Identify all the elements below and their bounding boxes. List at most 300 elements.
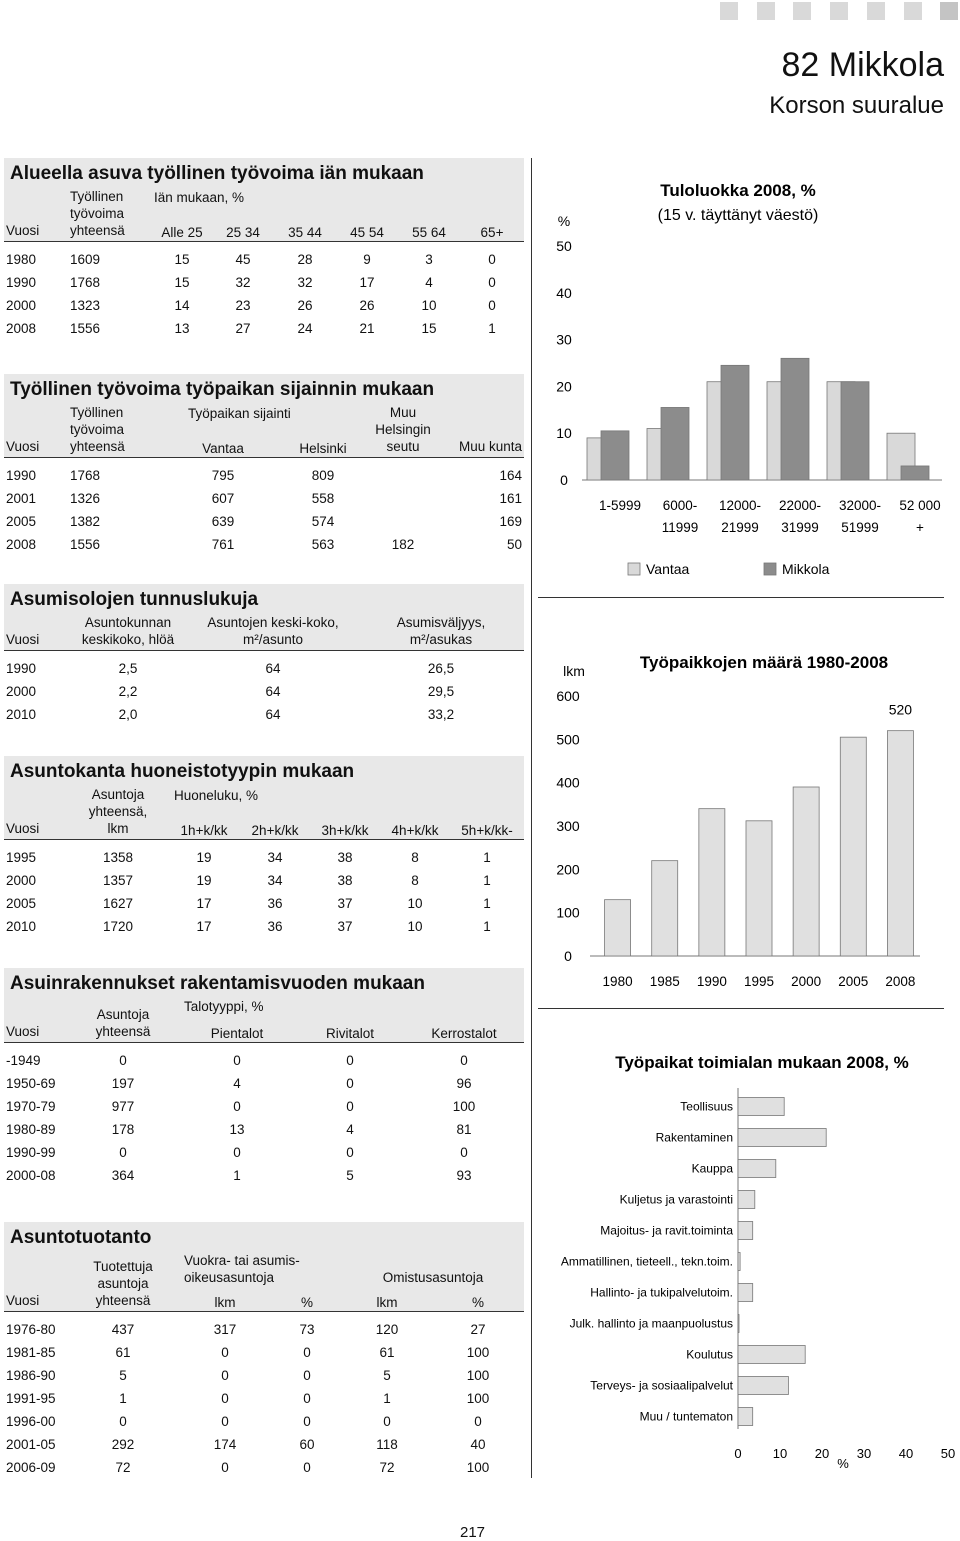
header-rent: Vuokra- tai asumis- oikeusasuntoja lkm % xyxy=(178,1252,342,1312)
table-cell: 120 xyxy=(375,1322,399,1337)
table-cell: 1981-85 xyxy=(6,1345,56,1360)
header-total: Tuotettuja asuntoja yhteensä xyxy=(68,1252,178,1312)
table-cell: 1980 xyxy=(6,252,37,267)
bar xyxy=(738,1129,826,1147)
table-cell: 178 xyxy=(111,1122,135,1137)
table-cell: 15 xyxy=(174,275,190,290)
bar xyxy=(738,1222,753,1240)
table-cell: 364 xyxy=(111,1168,135,1183)
category-label: Rakentaminen xyxy=(655,1130,733,1145)
table-cell: 34 xyxy=(267,850,283,865)
table-row xyxy=(4,1387,524,1410)
table-cell: 13 xyxy=(174,321,190,336)
x-tick-label: 32000- xyxy=(838,498,882,513)
production-table-panel xyxy=(4,1222,524,1479)
table-row xyxy=(4,487,524,510)
x-tick-label: 1985 xyxy=(649,974,680,989)
table-cell: 2,5 xyxy=(118,661,138,676)
table-cell: 1326 xyxy=(70,491,101,506)
table-cell: 182 xyxy=(391,537,415,552)
header-group: Huoneluku, % 1h+k/kk 2h+k/kk 3h+k/kk 4h+k/kk 5h+k/kk- xyxy=(168,786,524,840)
table-cell: 1970-79 xyxy=(6,1099,56,1114)
table-cell: 5 xyxy=(119,1368,127,1383)
x-tick-label: 12000- xyxy=(718,498,762,513)
table-cell: 100 xyxy=(452,1099,476,1114)
table-cell: 2,2 xyxy=(118,684,138,699)
legend-label: Vantaa xyxy=(646,561,690,577)
table-cell: 0 xyxy=(488,298,496,313)
table-cell: 1986-90 xyxy=(6,1368,56,1383)
table-cell: 1627 xyxy=(102,896,134,911)
table-cell: 1609 xyxy=(70,252,101,267)
category-label: Kauppa xyxy=(691,1161,733,1176)
table-cell: 977 xyxy=(111,1099,135,1114)
table-cell: 809 xyxy=(311,468,335,483)
table-row xyxy=(4,458,524,488)
y-tick-label: 20 xyxy=(556,378,572,395)
category-label: Teollisuus xyxy=(680,1099,733,1114)
table-cell: 29,5 xyxy=(427,684,455,699)
x-tick-label: 30 xyxy=(856,1446,872,1461)
bar xyxy=(793,787,819,956)
table-cell: 36 xyxy=(267,896,283,911)
table-cell: 0 xyxy=(488,252,496,267)
table-cell: 0 xyxy=(119,1145,127,1160)
y-axis-label: lkm xyxy=(563,663,585,679)
bar xyxy=(738,1191,755,1209)
table-cell: 37 xyxy=(337,919,353,934)
category-label: Ammatillinen, tieteell., tekn.toim. xyxy=(560,1254,733,1269)
table-cell: 4 xyxy=(233,1076,241,1091)
y-tick-label: 200 xyxy=(556,861,580,878)
table-cell: 1382 xyxy=(70,514,101,529)
table-cell: 27 xyxy=(470,1322,486,1337)
x-tick-label: 22000- xyxy=(778,498,822,513)
table-cell: 2000 xyxy=(6,684,37,699)
x-tick-label: 31999 xyxy=(781,520,819,535)
table-cell: 14 xyxy=(174,298,190,313)
bar xyxy=(840,737,866,956)
table-row xyxy=(4,892,524,915)
buildings-table-panel xyxy=(4,968,524,1187)
x-tick-label: 1990 xyxy=(696,974,727,989)
y-axis-label: % xyxy=(557,213,571,229)
buildings-table xyxy=(4,998,524,1187)
table-row xyxy=(4,703,524,726)
table-cell: 10 xyxy=(407,919,423,934)
table-cell: 37 xyxy=(337,896,353,911)
table-cell: 0 xyxy=(221,1414,229,1429)
table-cell: 10 xyxy=(421,298,437,313)
table-cell: 0 xyxy=(303,1391,311,1406)
table-cell: 73 xyxy=(299,1322,315,1337)
table-cell: 2001-05 xyxy=(6,1437,56,1452)
table-cell: 1 xyxy=(483,850,491,865)
x-tick-label: 20 xyxy=(814,1446,830,1461)
table-cell: 639 xyxy=(211,514,235,529)
chart-subtitle: (15 v. täyttänyt väestö) xyxy=(657,207,819,224)
table-cell: 1950-69 xyxy=(6,1076,56,1091)
header-vuosi: Vuosi xyxy=(4,188,68,242)
table-cell: 93 xyxy=(456,1168,472,1183)
table-cell: 292 xyxy=(111,1437,135,1452)
x-tick-label: 1-5999 xyxy=(598,498,642,513)
table-row xyxy=(4,1164,524,1187)
y-tick-label: 0 xyxy=(564,948,572,964)
table-cell: 0 xyxy=(233,1099,241,1114)
table-cell: 0 xyxy=(221,1345,229,1360)
table-cell: 0 xyxy=(221,1391,229,1406)
work-table-title: Työllinen työvoima työpaikan sijainnin mukaan xyxy=(4,374,524,404)
table-cell: 0 xyxy=(119,1414,127,1429)
table-cell: 17 xyxy=(196,896,212,911)
table-row xyxy=(4,840,524,870)
header-total: Asuntoja yhteensä xyxy=(68,998,178,1043)
chart-title: Tuloluokka 2008, % xyxy=(660,181,816,200)
x-tick-label: 2008 xyxy=(885,974,916,989)
table-cell: 15 xyxy=(421,321,437,336)
header-vuosi: Vuosi xyxy=(4,614,68,651)
table-cell: 61 xyxy=(379,1345,395,1360)
table-cell: 2000 xyxy=(6,873,37,888)
table-cell: 2010 xyxy=(6,707,37,722)
header-group: Iän mukaan, % Alle 25 25 34 35 44 45 54 55 64 65+ xyxy=(152,188,524,242)
bar xyxy=(738,1253,740,1271)
table-row xyxy=(4,1312,524,1342)
category-label: Muu / tuntematon xyxy=(639,1409,733,1424)
table-cell: 32 xyxy=(235,275,251,290)
bar-mikkola xyxy=(841,382,869,480)
table-cell: 17 xyxy=(359,275,375,290)
table-cell: 1 xyxy=(383,1391,391,1406)
y-tick-label: 300 xyxy=(556,818,580,834)
table-row xyxy=(4,510,524,533)
table-cell: 2008 xyxy=(6,321,37,336)
y-tick-label: 30 xyxy=(556,331,572,348)
table-cell: 1556 xyxy=(70,537,101,552)
housing-table-title: Asumisolojen tunnuslukuja xyxy=(4,584,524,614)
table-cell: 19 xyxy=(196,850,212,865)
age-table-title: Alueella asuva työllinen työvoima iän mukaan xyxy=(4,158,524,188)
table-cell: 1 xyxy=(483,919,491,934)
table-row xyxy=(4,1433,524,1456)
x-tick-label: 51999 xyxy=(841,520,879,535)
table-cell: 21 xyxy=(359,321,375,336)
table-row xyxy=(4,1456,524,1479)
bar xyxy=(738,1284,753,1302)
table-cell: 174 xyxy=(213,1437,237,1452)
table-cell: 2010 xyxy=(6,919,37,934)
header-dwelling-size: Asuntojen keski-koko, m²/asunto xyxy=(188,614,358,651)
bar-mikkola xyxy=(721,365,749,480)
table-cell: 0 xyxy=(119,1053,127,1068)
legend-label: Mikkola xyxy=(782,561,830,577)
table-cell: 0 xyxy=(303,1414,311,1429)
category-label: Terveys- ja sosiaalipalvelut xyxy=(590,1378,733,1393)
age-table xyxy=(4,188,524,340)
table-cell: 24 xyxy=(297,321,313,336)
x-tick-label: 52 000 xyxy=(899,498,941,513)
table-cell: 26 xyxy=(359,298,375,313)
table-cell: 795 xyxy=(211,468,235,483)
table-cell: 0 xyxy=(460,1053,468,1068)
table-cell: 1 xyxy=(233,1168,241,1183)
x-tick-label: 2000 xyxy=(791,974,822,989)
y-tick-label: 100 xyxy=(556,904,580,921)
industry-chart xyxy=(538,1040,958,1480)
table-cell: 2005 xyxy=(6,896,37,911)
table-cell: 0 xyxy=(346,1145,354,1160)
table-cell: 32 xyxy=(297,275,313,290)
table-cell: 38 xyxy=(337,850,353,865)
table-cell: 0 xyxy=(233,1053,241,1068)
category-label: Hallinto- ja tukipalvelutoim. xyxy=(590,1285,733,1300)
bar xyxy=(738,1315,739,1333)
header-total: Asuntoja yhteensä, lkm xyxy=(68,786,168,840)
table-cell: 1323 xyxy=(70,298,101,313)
bar xyxy=(699,809,725,956)
bar xyxy=(652,861,678,956)
x-axis-label: % xyxy=(837,1456,849,1471)
table-cell: 0 xyxy=(303,1368,311,1383)
table-cell: 64 xyxy=(265,684,281,699)
table-cell: 161 xyxy=(499,491,522,506)
table-cell: 8 xyxy=(411,873,419,888)
table-cell: 26 xyxy=(297,298,313,313)
table-cell: 0 xyxy=(346,1099,354,1114)
table-cell: 1720 xyxy=(102,919,134,934)
table-cell: 1996-00 xyxy=(6,1414,56,1429)
x-tick-label: 2005 xyxy=(838,974,869,989)
table-cell: 9 xyxy=(363,252,371,267)
table-cell: 100 xyxy=(466,1368,490,1383)
header-vuosi: Vuosi xyxy=(4,404,68,458)
table-cell: 5 xyxy=(383,1368,391,1383)
table-cell: 2008 xyxy=(6,537,37,552)
x-tick-label: 10 xyxy=(772,1446,788,1461)
table-cell: 2001 xyxy=(6,491,37,506)
table-cell: 5 xyxy=(346,1168,354,1183)
production-table xyxy=(4,1252,524,1479)
category-label: Julk. hallinto ja maanpuolustus xyxy=(569,1316,733,1331)
legend-swatch xyxy=(628,563,640,575)
table-cell: 1768 xyxy=(70,468,101,483)
y-tick-label: 40 xyxy=(556,284,572,301)
table-cell: 2006-09 xyxy=(6,1460,56,1475)
category-label: Majoitus- ja ravit.toiminta xyxy=(600,1223,733,1238)
table-row xyxy=(4,1341,524,1364)
table-cell: 563 xyxy=(311,537,335,552)
table-cell: 72 xyxy=(379,1460,395,1475)
table-cell: 558 xyxy=(311,491,335,506)
bar-mikkola xyxy=(781,358,809,480)
jobs-chart xyxy=(538,640,954,1000)
table-cell xyxy=(368,487,438,510)
table-cell: 50 xyxy=(506,537,522,552)
table-cell: 1357 xyxy=(102,873,134,888)
table-cell: 574 xyxy=(311,514,335,529)
table-cell: 1 xyxy=(119,1391,127,1406)
table-cell: 81 xyxy=(456,1122,472,1137)
table-cell: 4 xyxy=(425,275,433,290)
table-cell: 15 xyxy=(174,252,190,267)
y-tick-label: 600 xyxy=(556,688,580,704)
table-cell: 40 xyxy=(470,1437,486,1452)
table-row xyxy=(4,1410,524,1433)
page-title: 82 Mikkola xyxy=(781,46,944,84)
table-cell: 13 xyxy=(229,1122,245,1137)
table-cell: 1 xyxy=(488,321,496,336)
table-cell: 36 xyxy=(267,919,283,934)
header-own: Omistusasuntoja lkm % xyxy=(342,1252,524,1312)
table-cell: 28 xyxy=(297,252,313,267)
table-cell: 1358 xyxy=(102,850,134,865)
bar xyxy=(738,1160,776,1178)
bar-mikkola xyxy=(661,407,689,480)
x-tick-label: 6000- xyxy=(662,498,698,513)
table-cell: 0 xyxy=(346,1053,354,1068)
table-cell: 0 xyxy=(383,1414,391,1429)
x-tick-label: 11999 xyxy=(661,520,699,535)
bar xyxy=(746,821,772,956)
category-label: Koulutus xyxy=(686,1347,733,1362)
table-cell: 64 xyxy=(265,661,281,676)
bar xyxy=(738,1408,753,1426)
x-tick-label: 1995 xyxy=(743,974,775,989)
table-cell: 61 xyxy=(115,1345,131,1360)
header-household: Asuntokunnan keskikoko, hlöä xyxy=(68,614,188,651)
table-cell: 2005 xyxy=(6,514,37,529)
y-tick-label: 50 xyxy=(556,238,572,254)
legend-swatch xyxy=(764,563,776,575)
header-vuosi: Vuosi xyxy=(4,1252,68,1312)
work-table-panel xyxy=(4,374,524,556)
rooms-table-panel xyxy=(4,756,524,938)
table-cell: 100 xyxy=(466,1460,490,1475)
y-tick-label: 0 xyxy=(560,472,568,488)
income-chart xyxy=(538,170,954,610)
table-cell: 1990 xyxy=(6,275,37,290)
table-cell: 1995 xyxy=(6,850,37,865)
table-cell: 34 xyxy=(267,873,283,888)
table-cell: 1556 xyxy=(70,321,101,336)
table-row xyxy=(4,533,524,556)
table-cell: 27 xyxy=(235,321,251,336)
table-row xyxy=(4,680,524,703)
rooms-table-title: Asuntokanta huoneistotyypin mukaan xyxy=(4,756,524,786)
table-row xyxy=(4,1072,524,1095)
x-tick-label: 21999 xyxy=(721,520,759,535)
table-cell: 60 xyxy=(299,1437,315,1452)
table-cell: 1976-80 xyxy=(6,1322,56,1337)
table-cell: 1 xyxy=(483,873,491,888)
table-row xyxy=(4,271,524,294)
table-cell: 4 xyxy=(346,1122,354,1137)
table-cell: 2000-08 xyxy=(6,1168,56,1183)
rooms-table xyxy=(4,786,524,938)
header-muu-seutu: Muu Helsingin seutu xyxy=(368,404,438,458)
table-cell: 0 xyxy=(474,1414,482,1429)
table-cell: 197 xyxy=(111,1076,135,1091)
y-tick-label: 10 xyxy=(556,425,572,442)
table-cell: 761 xyxy=(211,537,235,552)
table-row xyxy=(4,294,524,317)
data-label: 520 xyxy=(888,701,913,718)
table-cell: 26,5 xyxy=(427,661,455,676)
table-cell: 2,0 xyxy=(118,707,138,722)
table-row xyxy=(4,1095,524,1118)
table-row xyxy=(4,1141,524,1164)
table-row xyxy=(4,242,524,272)
table-cell: 64 xyxy=(265,707,281,722)
table-cell: 1991-95 xyxy=(6,1391,56,1406)
y-tick-label: 500 xyxy=(556,731,580,748)
table-cell: 0 xyxy=(233,1145,241,1160)
housing-table xyxy=(4,614,524,726)
x-tick-label: + xyxy=(916,520,924,535)
table-cell: 1 xyxy=(483,896,491,911)
column-divider xyxy=(531,158,532,1478)
table-cell: 3 xyxy=(425,252,433,267)
table-cell: 0 xyxy=(303,1460,311,1475)
x-tick-label: 50 xyxy=(940,1446,956,1461)
header-muu-kunta: Muu kunta xyxy=(438,404,524,458)
table-cell: 0 xyxy=(460,1145,468,1160)
table-row xyxy=(4,915,524,938)
bar xyxy=(738,1098,784,1116)
header-total: Työllinen työvoima yhteensä xyxy=(68,404,168,458)
table-cell: 169 xyxy=(499,514,522,529)
table-cell: 1980-89 xyxy=(6,1122,56,1137)
page-subtitle: Korson suuralue xyxy=(769,92,944,119)
table-row xyxy=(4,1364,524,1387)
bar xyxy=(738,1377,788,1395)
category-label: Kuljetus ja varastointi xyxy=(619,1192,733,1207)
table-cell: 0 xyxy=(303,1345,311,1360)
table-cell: 8 xyxy=(411,850,419,865)
table-cell: 10 xyxy=(407,896,423,911)
table-cell xyxy=(368,510,438,533)
bar-mikkola xyxy=(601,431,629,480)
bar xyxy=(605,900,631,956)
table-cell: 100 xyxy=(466,1345,490,1360)
table-cell: 1990 xyxy=(6,661,37,676)
table-row xyxy=(4,1118,524,1141)
bar xyxy=(738,1346,805,1364)
table-cell: -1949 xyxy=(6,1053,41,1068)
table-row xyxy=(4,317,524,340)
table-cell: 33,2 xyxy=(427,707,455,722)
table-cell: 1990-99 xyxy=(6,1145,56,1160)
table-cell: 607 xyxy=(211,491,235,506)
header-group: Talotyyppi, % Pientalot Rivitalot Kerrostalot xyxy=(178,998,524,1043)
table-cell: 0 xyxy=(488,275,496,290)
table-cell: 100 xyxy=(466,1391,490,1406)
section-rule xyxy=(538,1008,944,1009)
housing-table-panel xyxy=(4,584,524,726)
x-tick-label: 1980 xyxy=(602,974,633,989)
table-cell: 164 xyxy=(499,468,522,483)
x-tick-label: 40 xyxy=(898,1446,914,1461)
table-cell: 0 xyxy=(346,1076,354,1091)
bar xyxy=(887,731,913,956)
table-cell: 2000 xyxy=(6,298,37,313)
table-cell: 118 xyxy=(376,1437,398,1452)
table-cell: 0 xyxy=(221,1460,229,1475)
table-cell: 0 xyxy=(221,1368,229,1383)
table-cell xyxy=(368,458,438,488)
table-cell: 317 xyxy=(213,1322,237,1337)
